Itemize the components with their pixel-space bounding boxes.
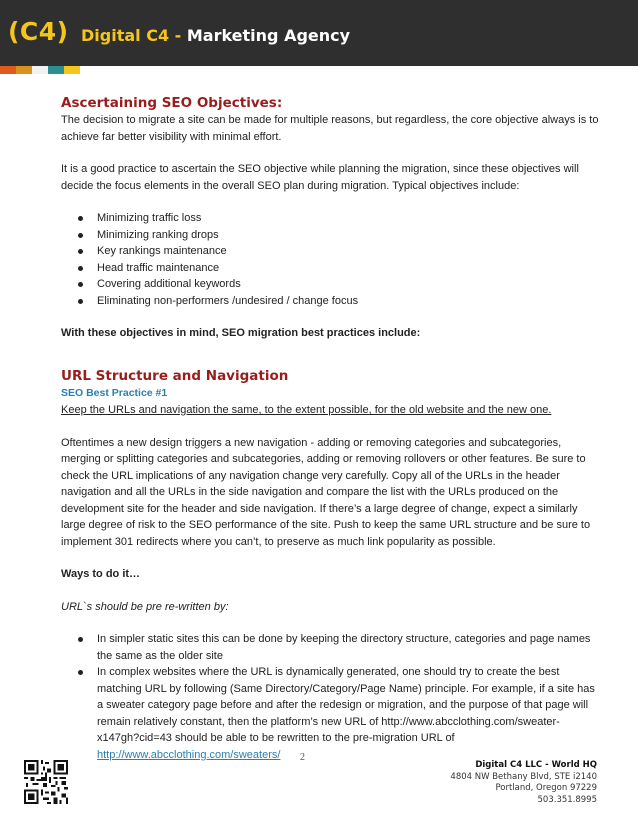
list-item: Key rankings maintenance <box>61 243 601 260</box>
paragraph: Oftentimes a new design triggers a new navigation - adding or removing categories and subcategories, merging or splitting categories and subcategories, adding or removing rollovers or other features. Be sure to check the URL implications of any navigation change very carefully. Copy all of the URLs in the header navigation and all the URLs in the side navigation and compare the list with the URLs produced on the development site for the header and side navigation. If there’s a large degree of change, expect a similarly large degree of risk to the SEO performance of the site. Push to keep the same URL structure and be sure to implement 301 redirects where you can’t, to preserve as much link popularity as possible. <box>61 436 591 548</box>
section-heading-url-structure: URL Structure and Navigation <box>61 367 289 384</box>
list-item: Minimizing traffic loss <box>61 210 601 227</box>
document-body <box>61 94 601 763</box>
lead-sentence: Keep the URLs and navigation the same, to the extent possible, for the old website and the new one. <box>61 404 552 416</box>
footer-phone: 503.351.8995 <box>537 794 597 805</box>
page-number: 2 <box>300 752 305 763</box>
page-header <box>0 0 638 66</box>
list-item: Eliminating non-performers /undesired / change focus <box>61 293 601 310</box>
brand-name: Digital C4 <box>81 26 170 45</box>
footer-company: Digital C4 LLC - World HQ <box>475 760 597 770</box>
list-item: In simpler static sites this can be done by keeping the directory structure, categories and page names the same as the older site <box>61 631 601 664</box>
objectives-closing: With these objectives in mind, SEO migration best practices include: <box>61 327 421 339</box>
color-swatch <box>16 66 32 74</box>
footer-address-line: Portland, Oregon 97229 <box>495 783 597 793</box>
list-item: Covering additional keywords <box>61 276 601 293</box>
list-item-text: In complex websites where the URL is dynamically generated, one should try to create the best matching URL by following (Same Directory/Category/Page Name) principle. For example, if a site has a sweater category page before and after the redesign or migration, and the purpose of that page will remain relatively constant, then the platform’s new URL of http://www.abcclothing.com/sweater-x147gh?cid=43 should be able to be rewritten to the pre-migration URL of <box>97 666 595 744</box>
paragraph: It is a good practice to ascertain the SEO objective while planning the migration, since these objectives will decide the focus elements in the overall SEO plan during migration. Typical objectives include: <box>61 163 579 192</box>
objectives-list <box>61 210 601 309</box>
example-url-link[interactable]: http://www.abcclothing.com/sweaters/ <box>97 748 281 761</box>
list-item <box>61 664 601 763</box>
color-swatch <box>48 66 64 74</box>
best-practice-label: SEO Best Practice #1 <box>61 386 168 399</box>
footer-address-line: 4804 NW Bethany Blvd, STE i2140 <box>450 771 597 782</box>
list-item: Minimizing ranking drops <box>61 227 601 244</box>
ways-heading: Ways to do it… <box>61 568 141 580</box>
tagline: Marketing Agency <box>186 26 351 45</box>
title-separator: - <box>169 26 187 45</box>
section-heading-objectives: Ascertaining SEO Objectives: <box>61 95 283 111</box>
paragraph: The decision to migrate a site can be made for multiple reasons, but regardless, the core objective always is to achieve far better visibility with minimal effort. <box>61 114 599 143</box>
url-intro: URL`s should be pre re-written by: <box>61 600 229 613</box>
logo: (C4) <box>8 17 69 46</box>
color-swatch <box>0 66 16 74</box>
header-title <box>81 26 350 45</box>
color-strip <box>0 66 84 74</box>
list-item: Head traffic maintenance <box>61 260 601 277</box>
color-swatch <box>64 66 80 74</box>
footer-address <box>450 760 597 806</box>
url-methods-list <box>61 631 601 763</box>
qr-code-icon <box>24 760 68 804</box>
color-swatch <box>32 66 48 74</box>
